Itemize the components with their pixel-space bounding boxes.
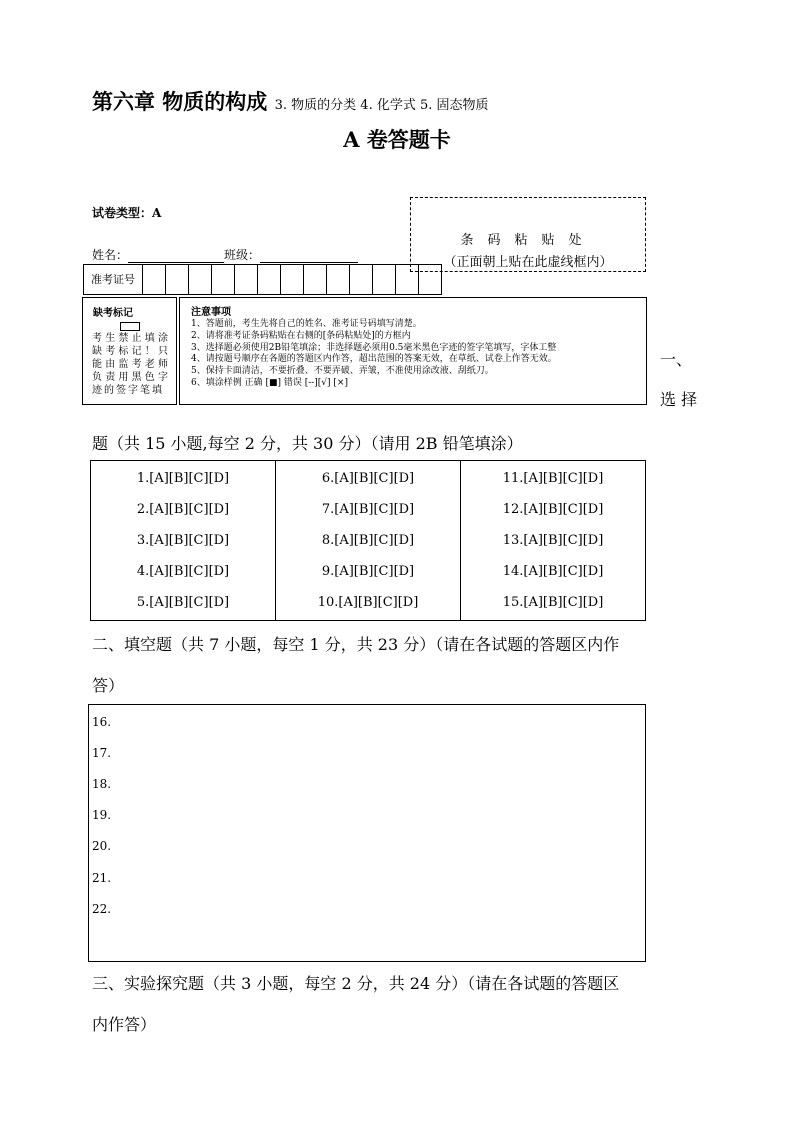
choice-item[interactable]: 12.[A][B][C][D] bbox=[502, 502, 604, 517]
chapter-title-text: 第六章 物质的构成 bbox=[92, 89, 268, 114]
section3-heading-cont: 内作答） bbox=[92, 1015, 157, 1034]
choice-item[interactable]: 6.[A][B][C][D] bbox=[321, 471, 415, 486]
fill-item-label: 18. bbox=[92, 777, 112, 791]
exam-id-cell[interactable] bbox=[396, 265, 419, 294]
notice-line: 1、答题前，考生先将自己的姓名、准考证号码填写清楚。 bbox=[191, 319, 422, 329]
exam-id-cell[interactable] bbox=[327, 265, 350, 294]
choice-item[interactable]: 7.[A][B][C][D] bbox=[321, 502, 415, 517]
choice-item[interactable]: 10.[A][B][C][D] bbox=[317, 595, 419, 610]
exam-id-cell[interactable] bbox=[373, 265, 396, 294]
exam-id-cell[interactable] bbox=[143, 265, 166, 294]
section1-heading-part1: 一、 bbox=[660, 350, 693, 369]
class-field[interactable] bbox=[260, 250, 358, 263]
choice-item[interactable]: 4.[A][B][C][D] bbox=[136, 564, 230, 579]
fill-item-label: 17. bbox=[92, 746, 112, 760]
exam-id-cell[interactable] bbox=[304, 265, 327, 294]
notice-box bbox=[179, 297, 647, 405]
choice-item[interactable]: 3.[A][B][C][D] bbox=[136, 533, 230, 548]
class-label: 班级： bbox=[224, 248, 261, 262]
absent-note: 考生禁止填涂缺考标记！只能由监考老师负责用黑色字迹的签字笔填 bbox=[92, 333, 170, 396]
exam-id-cell[interactable] bbox=[281, 265, 304, 294]
fill-item-label: 16. bbox=[92, 715, 112, 729]
choice-item[interactable]: 9.[A][B][C][D] bbox=[321, 564, 415, 579]
section2-heading-cont: 答） bbox=[92, 676, 125, 695]
notice-line: 6、填涂样例 正确 [■] 错误 [--][√] [×] bbox=[191, 377, 348, 388]
notice-line: 3、选择题必须使用2B铅笔填涂；非选择题必须用0.5毫米黑色字迹的签字笔填写，字体工整 bbox=[191, 342, 557, 353]
choice-column bbox=[461, 461, 645, 620]
fill-item-label: 21. bbox=[92, 871, 112, 885]
name-field[interactable] bbox=[128, 250, 224, 263]
fill-item-label: 20. bbox=[92, 839, 112, 853]
exam-id-cell[interactable] bbox=[235, 265, 258, 294]
name-label: 姓名： bbox=[92, 248, 129, 262]
absent-mark-box bbox=[82, 297, 177, 405]
exam-id-cell[interactable] bbox=[166, 265, 189, 294]
exam-id-cell[interactable] bbox=[212, 265, 235, 294]
choice-item[interactable]: 15.[A][B][C][D] bbox=[502, 595, 604, 610]
barcode-area bbox=[410, 197, 646, 272]
section1-heading-part2: 选 择 bbox=[660, 390, 698, 409]
choice-item[interactable]: 14.[A][B][C][D] bbox=[502, 564, 604, 579]
fill-item-label: 22. bbox=[92, 902, 112, 916]
exam-id-cell[interactable] bbox=[258, 265, 281, 294]
choice-item[interactable]: 8.[A][B][C][D] bbox=[321, 533, 415, 548]
choice-grid bbox=[90, 460, 646, 621]
choice-column bbox=[276, 461, 461, 620]
choice-item[interactable]: 5.[A][B][C][D] bbox=[136, 595, 230, 610]
paper-type: 试卷类型：A bbox=[92, 206, 162, 220]
fill-item-label: 19. bbox=[92, 808, 112, 822]
name-class-row bbox=[92, 246, 358, 263]
section1-heading-part3: 题（共 15 小题,每空 2 分，共 30 分）（请用 2B 铅笔填涂） bbox=[92, 434, 523, 453]
barcode-note: （正面朝上贴在此虚线框内） bbox=[443, 255, 613, 270]
absent-heading: 缺考标记 bbox=[93, 308, 133, 319]
choice-item[interactable]: 11.[A][B][C][D] bbox=[502, 471, 604, 486]
choice-item[interactable]: 1.[A][B][C][D] bbox=[136, 471, 230, 486]
card-title: A 卷答题卡 bbox=[343, 127, 451, 152]
notice-line: 2、请将准考证条码粘贴在右侧的[条码粘贴处]的方框内 bbox=[191, 330, 411, 341]
exam-id-cell[interactable] bbox=[350, 265, 373, 294]
section3-heading: 三、实验探究题（共 3 小题，每空 2 分，共 24 分）（请在各试题的答题区 bbox=[92, 974, 620, 993]
section2-heading: 二、填空题（共 7 小题，每空 1 分，共 23 分）（请在各试题的答题区内作 bbox=[92, 635, 620, 654]
fill-answer-area[interactable] bbox=[88, 704, 646, 962]
chapter-title bbox=[92, 86, 489, 116]
choice-column bbox=[91, 461, 276, 620]
exam-id-cell[interactable] bbox=[189, 265, 212, 294]
exam-id-label: 准考证号 bbox=[84, 265, 143, 294]
choice-item[interactable]: 13.[A][B][C][D] bbox=[502, 533, 604, 548]
exam-id-grid bbox=[83, 264, 442, 295]
notice-heading: 注意事项 bbox=[191, 307, 231, 318]
notice-line: 5、保持卡面清洁，不要折叠、不要弄破、弄皱，不准使用涂改液、刮纸刀。 bbox=[191, 366, 494, 377]
barcode-title: 条码粘贴处 bbox=[460, 233, 596, 248]
notice-line: 4、请按题号顺序在各题的答题区内作答，超出范围的答案无效，在草纸、试卷上作答无效。 bbox=[191, 354, 557, 365]
absent-checkbox[interactable] bbox=[120, 322, 140, 331]
exam-id-cell[interactable] bbox=[419, 265, 441, 294]
chapter-subtitle: 3. 物质的分类 4. 化学式 5. 固态物质 bbox=[274, 98, 489, 113]
choice-item[interactable]: 2.[A][B][C][D] bbox=[136, 502, 230, 517]
